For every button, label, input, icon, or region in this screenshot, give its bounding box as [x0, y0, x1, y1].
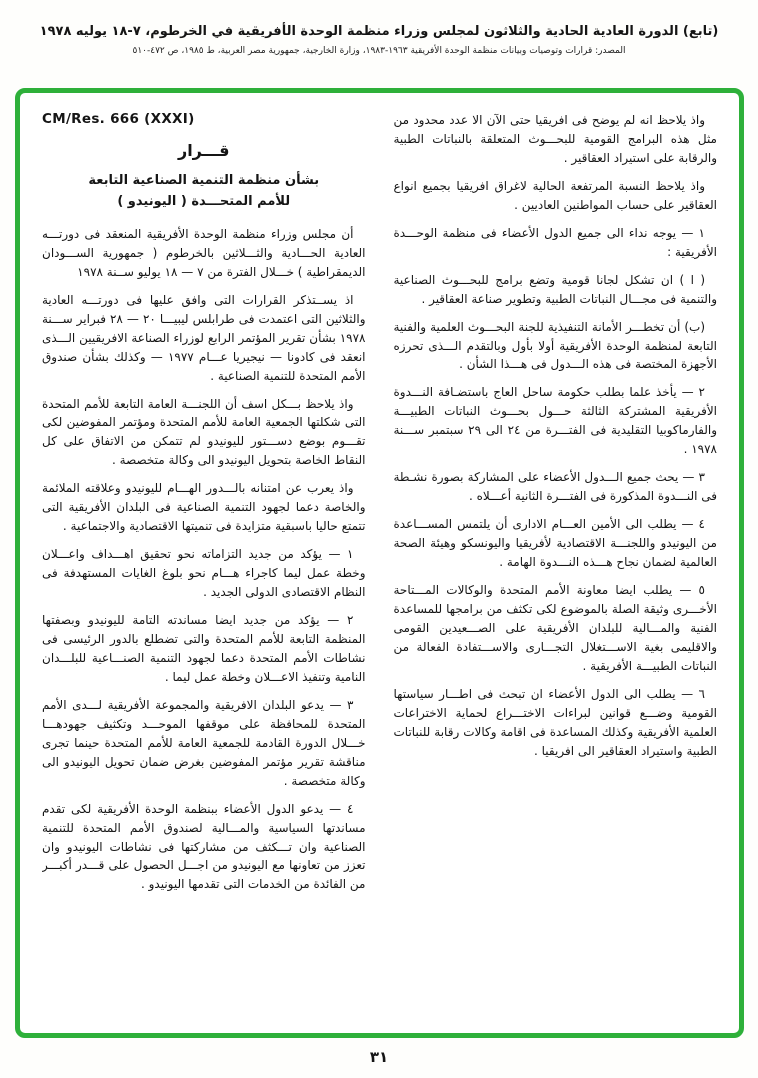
- paragraph: واذ يلاحظ انه لم يوضح فى افريقيا حتى الآن الا عدد محدود من مثل هذه البرامج القومية للبحـــوث المتعلقة بالنباتات الطبية والرقابة على استيراد العقاقير .: [393, 113, 717, 165]
- paragraph: ٢ — يؤكد من جديد ايضا مساندته التامة لليونيدو وبصفتها المنظمة التابعة للأمم المتحدة والتى تضطلع بالدور الرئيسى فى نشاطات الأمم المتحدة دعما لجهود التنمية الصنـــاعية للبلـــدان النامية وتنفيذ الاعـــلان وخطة عمل ليما .: [42, 613, 366, 684]
- green-border-frame: [15, 88, 744, 1038]
- paragraph: أن مجلس وزراء منظمة الوحدة الأفريقية المنعقد فى دورتـــه العادية الحـــادية والثـــلاثين بالخرطوم ( جمهورية الســـودان الديمقراطية ) خـــلال الفترة من ٧ — ١٨ يوليو ســنة ١٩٧٨: [42, 226, 366, 279]
- column-right-continuation: [394, 111, 718, 1019]
- paragraph: اذ يســتذكر القرارات التى وافق عليها فى دورتـــه العادية والثلاثين التى اعتمدت فى طرابلس ليبيـــا ٢٠ — ٢٨ فبراير ســـنة ١٩٧٨ بشأن تقرير المؤتمر الرابع لوزراء الصناعة الافريقيين الـــذى انعقد فى كادونا — نيجيريا عـــام ١٩٧٧ — وكذلك بشأن صندوق الأمم المتحدة للتنمية الصناعية .: [42, 292, 366, 383]
- paragraph: ٤ — يطلب الى الأمين العـــام الادارى أن يلتمس المســـاعدة من اليونيدو واللجنـــة الاقتصادية لأفريقيا واليونسكو وهيئة الصحة العالمية لضمان نجاح هـــذه النـــدوة الهامة .: [393, 517, 717, 570]
- paragraph: (ب) أن تخطـــر الأمانة التنفيذية للجنة البحـــوث العلمية والفنية التابعة لمنظمة الوحدة الأفريقية أولا بأول وبالتقدم الـــذى تحرزه الأجهزة المختصة فى هذه الـــدول فى هـــذا الشأن .: [393, 319, 717, 372]
- paragraph: ١ — يؤكد من جديد التزاماته نحو تحقيق اهـــداف واعـــلان وخطة عمل ليما كاجراء هـــام نحو بلوغ الغايات المستهدفة فى النظام الاقتصادى الدولى الجديد .: [42, 547, 366, 600]
- session-title: (تابع) الدورة العادية الحادية والثلاثون لمجلس وزراء منظمة الوحدة الأفريقية في الخرطوم، ٧-١٨ يوليه ١٩٧٨: [39, 24, 719, 39]
- paragraph: واذ يلاحظ بـــكل اسف أن اللجنـــة العامة التابعة للأمم المتحدة التى شكلتها الجمعية العامة للأمم المتحدة ومؤتمر المفوضين لكى تقـــوم بوضع دســـتور لليونيدو لم تتمكن من الاتفاق على كل النقاط الخاصة بتحويل اليونيدو الى وكالة متخصصة .: [42, 396, 366, 468]
- paragraph: واذ يلاحظ النسبة المرتفعة الحالية لاغراق افريقيا بجميع انواع العقاقير على حساب المواطنين العاديين .: [393, 178, 717, 212]
- resolution-subtitle-line2: للأمم المتحـــدة ( اليونيدو ): [117, 194, 291, 210]
- paragraph: ٦ — يطلب الى الدول الأعضاء ان تبحث فى اطـــار سياستها القومية وضـــع قوانين لبراءات الاختـــراع لحماية الاختراعات العلمية الأفريقية وكذلك المساعدة فى اقامة وكالات رقابة للنباتات الطبية واستيراد العقاقير الى افريقيا .: [393, 686, 717, 758]
- column-left-resolution-666: [42, 111, 366, 1019]
- resolution-subtitle-line1: بشأن منظمة التنمية الصناعية التابعة: [88, 173, 320, 188]
- paragraph: واذ يعرب عن امتنانه بالـــدور الهـــام لليونيدو وعلاقته الملائمة والخاصة دعما لجهود التنمية الصناعية فى البلدان الأفريقية التى تتمتع حاليا باسبقية متزايدة فى تنميتها الاقتصادية والاجتماعية .: [42, 481, 366, 534]
- paragraph: ٢ — يأخذ علما بطلب حكومة ساحل العاج باستضـافة النـــدوة الأفريقية المشتركة الثالثة حـــول بحـــوث النباتات الطبيـــة والفارماكوبيا التقليدية فى الفتـــرة من ٢٤ الى ٢٩ سبتمبر ســـنة ١٩٧٨ .: [393, 385, 717, 457]
- paragraph: ١ — يوجه نداء الى جميع الدول الأعضاء فى منظمة الوحـــدة الأفريقية :: [393, 225, 717, 259]
- resolution-title: قـــرار: [177, 141, 230, 160]
- resolution-reference: CM/Res. 666 (XXXI): [42, 111, 195, 127]
- paragraph: ٤ — يدعو الدول الأعضاء ببنظمة الوحدة الأفريقية لكى تقدم مساندتها السياسية والمـــالية لصندوق الأمم المتحدة للتنمية الصناعية وان تـــكثف من مشاركتها فى نشاطات اليونيدو وان تعزز من تعاونها مع اليونيدو من اجـــل الحصول على قـــدر أكبـــر من الفائدة من الخدمات التى تقدمها اليونيدو .: [42, 801, 366, 892]
- paragraph: ٣ — يحث جميع الـــدول الأعضاء على المشاركة بصورة نشـطة فى النـــدوة المذكورة فى الفتـــرة الثانية أعـــلاه .: [393, 470, 717, 504]
- page-header: [0, 24, 758, 56]
- page-number: ٣١: [369, 1048, 389, 1066]
- source-citation: المصدر: قرارات وتوصيات وبيانات منظمة الوحدة الأفريقية ١٩٦٣-١٩٨٣، وزارة الخارجية، جمهورية مصر العربية، ط ١٩٨٥، ص ٤٧٢-٥١٠: [132, 46, 626, 56]
- paragraph: ( ا ) ان تشكل لجانا قومية وتضع برامج للبحـــوث الصناعية والتنمية فى مجـــال النباتات الطبية وتطوير صناعة العقاقير .: [393, 272, 717, 306]
- two-column-layout: [42, 111, 717, 1019]
- paragraph: ٣ — يدعو البلدان الافريقية والمجموعة الأفريقية لـــدى الأمم المتحدة للمحافظة على موقفها الموحـــد وتكثيف جهودهـــا خـــلال الدورة القادمة للجمعية العامة للأمم المتحدة حينما تجرى مناقشة تقرير مؤتمر المفوضين بغرض ضمان تحويل اليونيدو الى وكالة متخصصة .: [42, 697, 366, 788]
- paragraph: ٥ — يطلب ايضا معاونة الأمم المتحدة والوكالات المـــتاحة الأخـــرى وثيقة الصلة بالموضوع لكى تكثف من برامجها للمساعدة الفنية والمـــالية للبلدان الأفريقية على الصـــعيدين القومى والاقليمى بغية الاســـتغلال التجـــارى والاســـتفادة الفعالة من النباتات الطبيـــة الأفريقية .: [393, 583, 717, 673]
